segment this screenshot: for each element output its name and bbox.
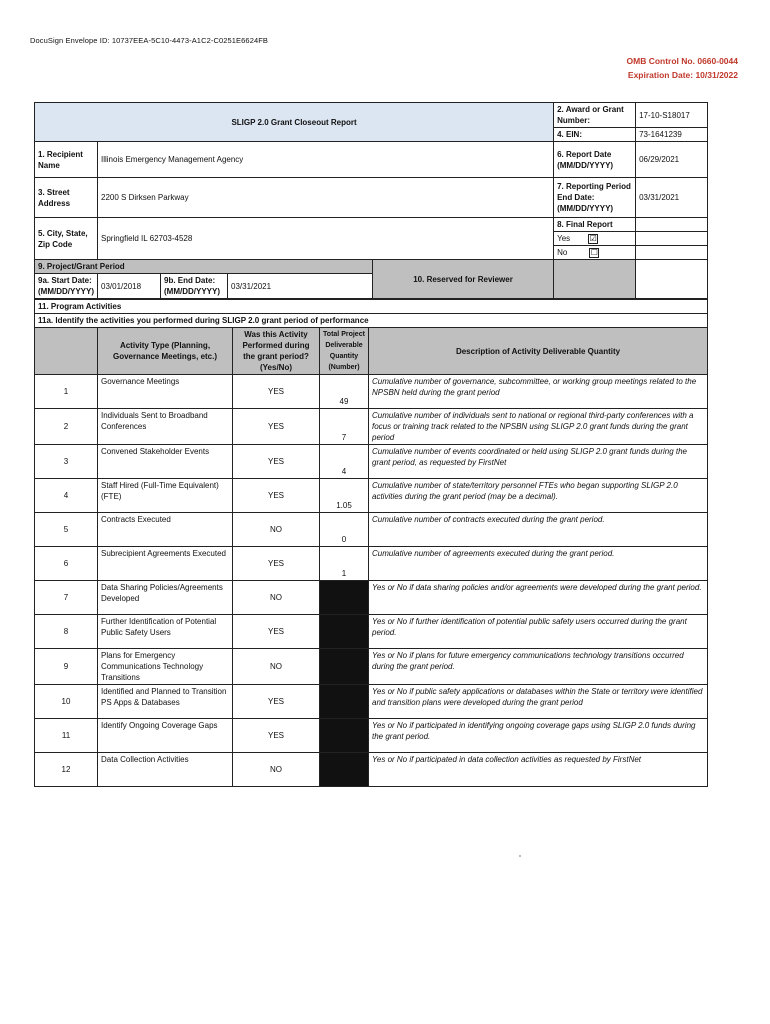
activity-description: Yes or No if further identification of potential public safety users occurred during the grant period.	[369, 615, 708, 649]
activity-description: Yes or No if participated in identifying ongoing coverage gaps using SLIGP 2.0 funds during the grant period.	[369, 719, 708, 753]
activity-type: Identified and Planned to Transition PS Apps & Databases	[98, 685, 233, 719]
award-number-value: 17-10-S18017	[636, 103, 708, 128]
activity-quantity-shaded	[320, 581, 369, 615]
activity-quantity: 49	[320, 375, 369, 409]
activity-description: Yes or No if plans for future emergency communications technology transitions occurred during the grant period.	[369, 649, 708, 685]
city-state-zip-value: Springfield IL 62703-4528	[98, 218, 554, 260]
period-end-value: 03/31/2021	[636, 178, 708, 218]
award-number-label: 2. Award or Grant Number:	[554, 103, 636, 128]
report-date-value: 06/29/2021	[636, 142, 708, 178]
activity-performed: NO	[233, 649, 320, 685]
docusign-envelope-id: DocuSign Envelope ID: 10737EEA-5C10-4473-A1C2-C0251E6624FB	[30, 36, 269, 45]
activity-type: Data Sharing Policies/Agreements Developed	[98, 581, 233, 615]
activity-number: 5	[35, 513, 98, 547]
activity-performed: YES	[233, 615, 320, 649]
street-address-value: 2200 S Dirksen Parkway	[98, 178, 554, 218]
ein-value: 73-1641239	[636, 128, 708, 142]
activity-quantity: 1	[320, 547, 369, 581]
final-report-blank	[636, 218, 708, 232]
activity-type: Data Collection Activities	[98, 753, 233, 787]
activity-row	[35, 479, 708, 513]
final-report-no	[554, 246, 636, 260]
activity-number: 3	[35, 445, 98, 479]
activity-number: 2	[35, 409, 98, 445]
activity-rows	[35, 375, 708, 787]
activity-description: Cumulative number of events coordinated or held using SLIGP 2.0 grant funds during the grant period, as requested by FirstNet	[369, 445, 708, 479]
activity-description: Cumulative number of state/territory personnel FTEs who began supporting SLIGP 2.0 activities during the grant period (may be a decimal).	[369, 479, 708, 513]
reviewer-box	[554, 260, 636, 299]
activity-row	[35, 753, 708, 787]
activity-type: Convened Stakeholder Events	[98, 445, 233, 479]
activity-row	[35, 685, 708, 719]
activity-row	[35, 409, 708, 445]
activity-performed: YES	[233, 685, 320, 719]
activity-performed: NO	[233, 513, 320, 547]
activity-number: 9	[35, 649, 98, 685]
activity-quantity-shaded	[320, 685, 369, 719]
reviewer-box-blank	[636, 260, 708, 299]
start-date-label: 9a. Start Date: (MM/DD/YYYY)	[35, 274, 98, 299]
activity-quantity: 1.05	[320, 479, 369, 513]
activity-number: 1	[35, 375, 98, 409]
recipient-name-value: Illinois Emergency Management Agency	[98, 142, 554, 178]
activity-description: Cumulative number of contracts executed during the grant period.	[369, 513, 708, 547]
omb-control-block	[627, 54, 738, 82]
grant-closeout-form	[34, 102, 707, 787]
activity-row	[35, 649, 708, 685]
activity-performed: NO	[233, 581, 320, 615]
omb-expiration-date: Expiration Date: 10/31/2022	[627, 70, 738, 80]
activity-number: 6	[35, 547, 98, 581]
activity-quantity: 4	[320, 445, 369, 479]
activity-row	[35, 445, 708, 479]
header-num-blank	[35, 328, 98, 375]
form-header-table	[34, 102, 708, 299]
activity-quantity-shaded	[320, 615, 369, 649]
activity-description: Cumulative number of individuals sent to national or regional third-party conferences with a focus or training track related to the NPSBN using SLIGP 2.0 grant funds during the grant period	[369, 409, 708, 445]
activity-row	[35, 615, 708, 649]
no-checkbox[interactable]: ☐	[590, 247, 598, 257]
activity-description: Cumulative number of agreements executed during the grant period.	[369, 547, 708, 581]
activity-type: Plans for Emergency Communications Technology Transitions	[98, 649, 233, 685]
omb-control-number: OMB Control No. 0660-0044	[626, 56, 738, 66]
end-date-value: 03/31/2021	[228, 274, 373, 299]
activity-quantity-shaded	[320, 753, 369, 787]
recipient-name-label: 1. Recipient Name	[35, 142, 98, 178]
no-label: No	[557, 248, 568, 257]
activity-type: Staff Hired (Full-Time Equivalent)(FTE)	[98, 479, 233, 513]
start-date-value: 03/01/2018	[98, 274, 161, 299]
col-activity-type: Activity Type (Planning, Governance Meetings, etc.)	[98, 328, 233, 375]
activity-performed: NO	[233, 753, 320, 787]
ein-label: 4. EIN:	[554, 128, 636, 142]
activity-description: Yes or No if participated in data collection activities as requested by FirstNet	[369, 753, 708, 787]
col-performed: Was this Activity Performed during the grant period? (Yes/No)	[233, 328, 320, 375]
activity-description: Cumulative number of governance, subcommittee, or working group meetings related to the NPSBN held during the grant period	[369, 375, 708, 409]
yes-label: Yes	[557, 234, 571, 243]
period-end-label: 7. Reporting Period End Date: (MM/DD/YYYY)	[554, 178, 636, 218]
reserved-for-reviewer: 10. Reserved for Reviewer	[373, 260, 554, 299]
scan-speck	[519, 855, 521, 857]
final-report-no-blank	[636, 246, 708, 260]
project-period-label: 9. Project/Grant Period	[35, 260, 373, 274]
activity-type: Governance Meetings	[98, 375, 233, 409]
activities-instruction: 11a. Identify the activities you performed during SLIGP 2.0 grant period of performance	[35, 314, 708, 328]
activity-quantity-shaded	[320, 719, 369, 753]
activity-performed: YES	[233, 479, 320, 513]
final-report-label: 8. Final Report	[554, 218, 636, 232]
activity-number: 4	[35, 479, 98, 513]
activity-description: Yes or No if data sharing policies and/or agreements were developed during the grant period.	[369, 581, 708, 615]
activity-performed: YES	[233, 409, 320, 445]
activity-number: 7	[35, 581, 98, 615]
activity-type: Individuals Sent to Broadband Conferences	[98, 409, 233, 445]
end-date-label: 9b. End Date: (MM/DD/YYYY)	[161, 274, 228, 299]
activity-type: Contracts Executed	[98, 513, 233, 547]
activity-number: 8	[35, 615, 98, 649]
activity-description: Yes or No if public safety applications or databases within the State or territory were identified and transition plans were developed during the grant period	[369, 685, 708, 719]
activity-performed: YES	[233, 719, 320, 753]
final-report-yes	[554, 232, 636, 246]
program-activities-label: 11. Program Activities	[35, 300, 708, 314]
activity-row	[35, 547, 708, 581]
activity-row	[35, 513, 708, 547]
form-title: SLIGP 2.0 Grant Closeout Report	[35, 103, 554, 142]
activity-quantity: 7	[320, 409, 369, 445]
activity-performed: YES	[233, 375, 320, 409]
activity-performed: YES	[233, 547, 320, 581]
activity-type: Further Identification of Potential Public Safety Users	[98, 615, 233, 649]
activity-type: Identify Ongoing Coverage Gaps	[98, 719, 233, 753]
activity-performed: YES	[233, 445, 320, 479]
activity-quantity-shaded	[320, 649, 369, 685]
activity-number: 10	[35, 685, 98, 719]
activity-row	[35, 581, 708, 615]
col-quantity: Total Project Deliverable Quantity (Number)	[320, 328, 369, 375]
activity-number: 12	[35, 753, 98, 787]
yes-checkbox[interactable]: ☑	[589, 233, 597, 243]
activity-quantity: 0	[320, 513, 369, 547]
program-activities-table	[34, 299, 708, 787]
activity-row	[35, 719, 708, 753]
col-description: Description of Activity Deliverable Quantity	[369, 328, 708, 375]
activity-number: 11	[35, 719, 98, 753]
report-date-label: 6. Report Date (MM/DD/YYYY)	[554, 142, 636, 178]
activity-row	[35, 375, 708, 409]
activity-type: Subrecipient Agreements Executed	[98, 547, 233, 581]
street-address-label: 3. Street Address	[35, 178, 98, 218]
final-report-yes-blank	[636, 232, 708, 246]
city-state-zip-label: 5. City, State, Zip Code	[35, 218, 98, 260]
